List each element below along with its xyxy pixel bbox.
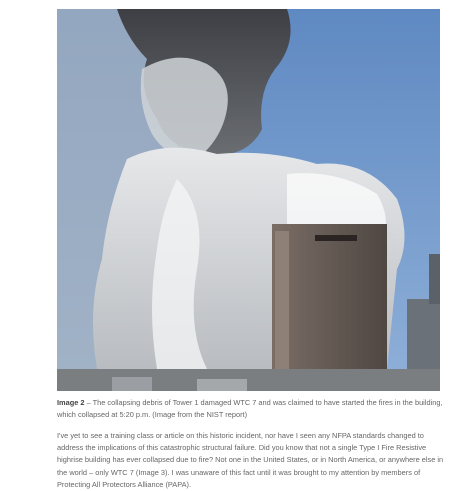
- photo-illustration: [57, 9, 440, 391]
- body-paragraph: I've yet to see a training class or article on this historic incident, nor have I seen any NFPA standards changed to address the implications of this catastrophic structural failure. Did you know that not a single Type I Fire Resistive highrise building has ever collapsed due to fire? Not one in the United States, or in North America, or anywhere else in the world – only WTC 7 (Image 3). I was unaware of this fact until it was brought to my attention by members of Protecting All Protectors Alliance (PAPA).: [57, 431, 444, 489]
- caption-text: – The collapsing debris of Tower 1 damaged WTC 7 and was claimed to have started the fires in the building, which collapsed at 5:20 p.m. (Image from the NIST report): [57, 398, 443, 419]
- figure-caption: [57, 397, 447, 421]
- caption-label: Image 2: [57, 398, 85, 407]
- wtc-collapse-photo: [57, 9, 440, 391]
